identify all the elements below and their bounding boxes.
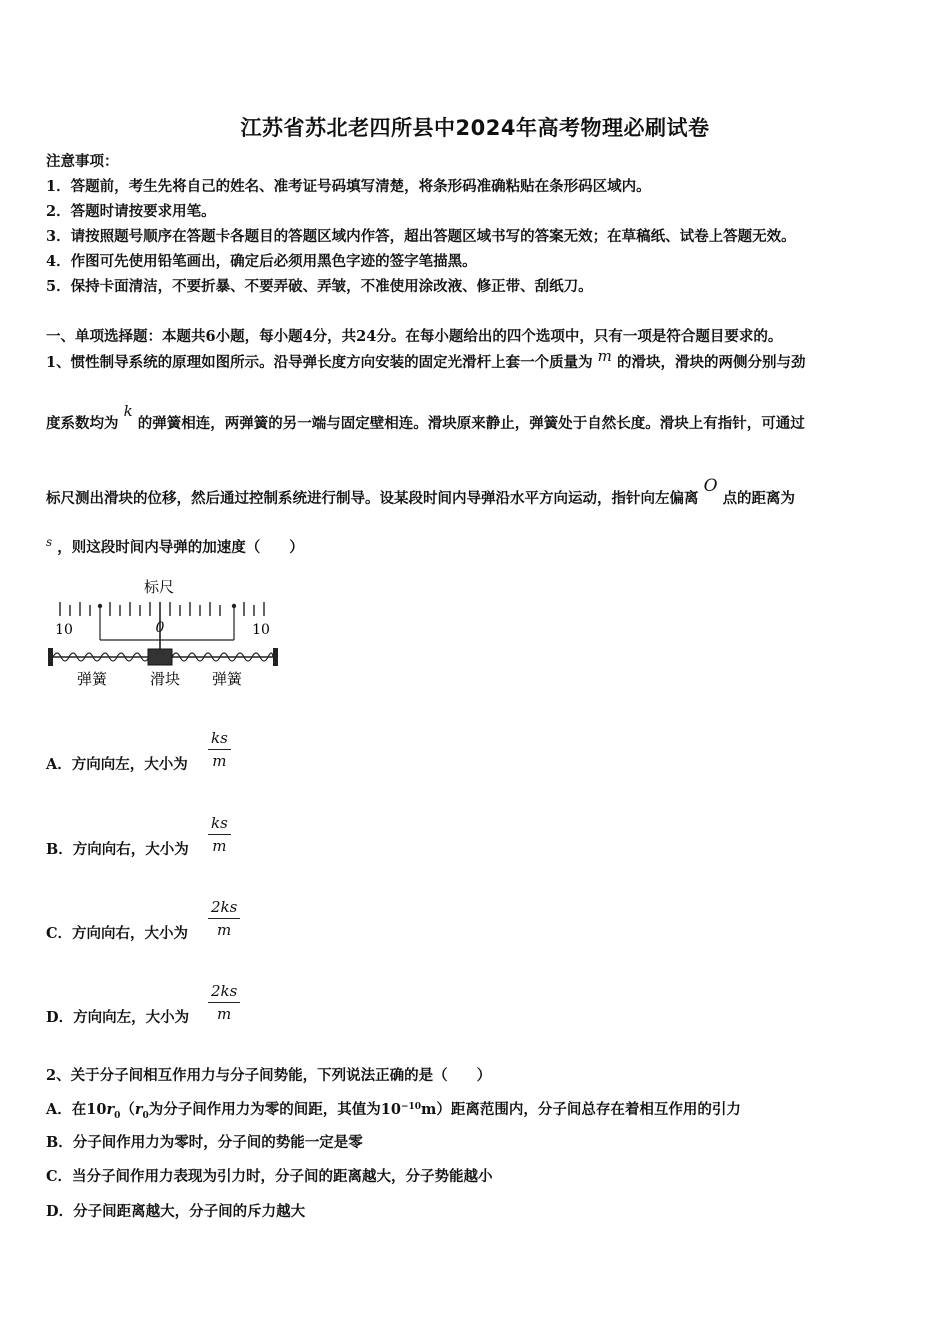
q1-option-b[interactable]: B．方向向右，大小为 bbox=[46, 841, 189, 858]
right-tick-label: 10 bbox=[252, 622, 270, 638]
q1-stem-line-1 bbox=[46, 347, 806, 373]
notice-item-2: 2．答题时请按要求用笔。 bbox=[46, 203, 216, 220]
slider-label: 滑块 bbox=[149, 670, 181, 688]
q1-var-O: O bbox=[703, 476, 718, 496]
left-marker bbox=[98, 604, 102, 608]
q1-var-s: s bbox=[46, 535, 53, 549]
q2-option-a[interactable]: A．在$10r_0(r_0$为分子间作用力为零的间距，其值为$10^{-10}m$）距离范围内，分子间总存在着相互作用的引力 bbox=[46, 1101, 741, 1121]
q1-text: 度系数均为 bbox=[46, 415, 119, 432]
q1-var-m: m bbox=[597, 347, 612, 365]
exam-title: 江苏省苏北老四所县中2024年高考物理必刷试卷 bbox=[240, 116, 710, 140]
right-spring-label: 弹簧 bbox=[211, 670, 243, 688]
notice-heading: 注意事项： bbox=[46, 153, 119, 170]
notice-item-4: 4．作图可先使用铅笔画出，确定后必须用黑色字迹的签字笔描黑。 bbox=[46, 253, 477, 270]
q1-text: 1、惯性制导系统的原理如图所示。沿导弹长度方向安装的固定光滑杆上套一个质量为 bbox=[46, 354, 593, 371]
q1-var-k: k bbox=[123, 402, 133, 420]
q1-option-a[interactable]: A．方向向左，大小为 bbox=[46, 756, 188, 773]
left-tick-label: 10 bbox=[55, 622, 73, 638]
q1-option-d[interactable]: D．方向向左，大小为 bbox=[46, 1009, 190, 1026]
notice-item-5: 5．保持卡面清洁，不要折暴、不要弄破、弄皱，不准使用涂改液、修正带、刮纸刀。 bbox=[46, 278, 593, 295]
q2-option-b[interactable]: B．分子间作用力为零时，分子间的势能一定是零 bbox=[46, 1134, 363, 1151]
q1-text: 标尺测出滑块的位移，然后通过控制系统进行制导。设某段时间内导弹沿水平方向运动，指针向左偏离 bbox=[46, 490, 699, 507]
q2-option-c[interactable]: C．当分子间作用力表现为引力时，分子间的距离越大，分子势能越小 bbox=[46, 1168, 493, 1185]
q1-option-a-fraction: $\frac{ks}{m}$ bbox=[208, 729, 231, 770]
q1-option-c-fraction: $\frac{2ks}{m}$ bbox=[208, 898, 240, 939]
q1-text: ，则这段时间内导弹的加速度（ ） bbox=[57, 539, 304, 556]
q2-stem: 2、关于分子间相互作用力与分子间势能，下列说法正确的是（ ） bbox=[46, 1067, 492, 1084]
notice-item-3: 3．请按照题号顺序在答题卡各题目的答题区域内作答，超出答题区域书写的答案无效；在草稿纸、试卷上答题无效。 bbox=[46, 228, 796, 245]
ruler-label: 标尺 bbox=[143, 578, 175, 596]
q1-text: 的滑块，滑块的两侧分别与劲 bbox=[616, 354, 806, 371]
q1-text: 的弹簧相连，两弹簧的另一端与固定壁相连。滑块原来静止，弹簧处于自然长度。滑块上有指针，可通过 bbox=[137, 415, 805, 432]
slider-block bbox=[148, 649, 172, 665]
q1-stem-line-3 bbox=[46, 476, 796, 509]
q2-option-d[interactable]: D．分子间距离越大，分子间的斥力越大 bbox=[46, 1203, 306, 1220]
q1-option-b-fraction: $\frac{ks}{m}$ bbox=[208, 814, 231, 855]
left-wall bbox=[48, 648, 53, 666]
q1-stem-line-4 bbox=[46, 535, 304, 558]
q1-text: 点的距离为 bbox=[722, 490, 796, 507]
inertial-guidance-figure bbox=[44, 574, 284, 694]
q1-stem-line-2 bbox=[46, 402, 805, 434]
section1-heading: 一、单项选择题：本题共6小题，每小题4分，共24分。在每小题给出的四个选项中，只有一项是符合题目要求的。 bbox=[46, 328, 783, 345]
left-spring-label: 弹簧 bbox=[76, 670, 108, 688]
q1-option-c[interactable]: C．方向向右，大小为 bbox=[46, 925, 189, 942]
right-marker bbox=[232, 604, 236, 608]
center-tick-label: 0 bbox=[155, 620, 165, 636]
notice-item-1: 1．答题前，考生先将自己的姓名、准考证号码填写清楚，将条形码准确粘贴在条形码区域内。 bbox=[46, 178, 651, 195]
q1-option-d-fraction: $\frac{2ks}{m}$ bbox=[208, 982, 240, 1023]
right-wall bbox=[273, 648, 278, 666]
